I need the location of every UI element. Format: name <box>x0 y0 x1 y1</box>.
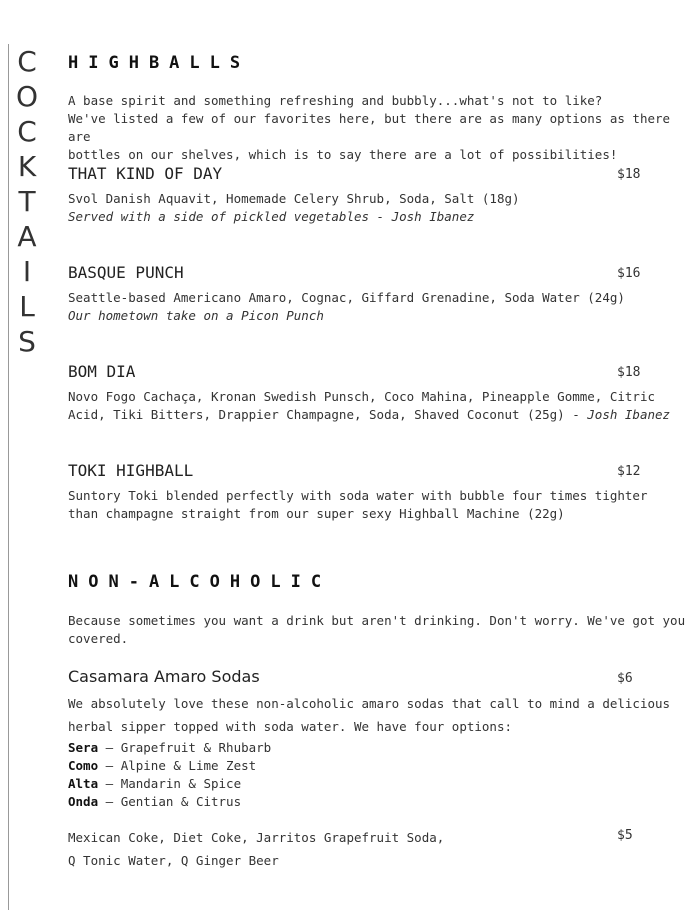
side-title-letter: C <box>17 115 37 148</box>
intro-line: We've listed a few of our favorites here, but there are as many options as there are <box>68 111 671 144</box>
item-description <box>68 487 696 523</box>
side-title-letter: K <box>17 150 37 183</box>
soda-option-name: Alta <box>68 776 99 791</box>
side-title-cocktails <box>10 44 44 359</box>
soda-option <box>68 757 271 775</box>
soda-option <box>68 739 271 757</box>
soda-option-name: Onda <box>68 794 99 809</box>
side-title-letter: A <box>17 220 37 253</box>
item-name-casamara-amaro-sodas: Casamara Amaro Sodas <box>68 667 260 686</box>
section-title-highballs: HIGHBALLS <box>68 53 251 73</box>
item-price: $5 <box>617 828 633 843</box>
item-name-toki-highball: TOKI HIGHBALL <box>68 461 194 480</box>
soda-option-desc: – Alpine & Lime Zest <box>105 758 257 773</box>
non-alcoholic-intro <box>68 612 685 648</box>
item-description <box>68 289 696 325</box>
description-line: Mexican Coke, Diet Coke, Jarritos Grapefruit Soda, <box>68 830 445 845</box>
description-line: Suntory Toki blended perfectly with soda water with bubble four times tighter <box>68 488 648 503</box>
item-name-bom-dia: BOM DIA <box>68 362 136 381</box>
intro-line: A base spirit and something refreshing and bubbly...what's not to like? <box>68 93 603 108</box>
item-price: $18 <box>617 365 641 380</box>
side-title-letter: I <box>22 255 32 288</box>
soda-option-list <box>68 739 271 811</box>
item-name-that-kind-of-day: THAT KIND OF DAY <box>68 164 223 183</box>
item-description <box>68 388 696 424</box>
soda-option-name: Como <box>68 758 99 773</box>
side-title-letter: L <box>19 290 35 323</box>
description-line: herbal sipper topped with soda water. We have four options: <box>68 719 513 734</box>
side-title-letter: T <box>18 185 36 218</box>
description-line: Acid, Tiki Bitters, Drappier Champagne, Soda, Shaved Coconut (25g) - <box>68 407 580 422</box>
item-description <box>68 190 696 226</box>
item-price: $18 <box>617 167 641 182</box>
soda-option-desc: – Grapefruit & Rhubarb <box>105 740 272 755</box>
item-note: Served with a side of pickled vegetables - Josh Ibanez <box>68 209 475 224</box>
intro-line: bottles on our shelves, which is to say there are a lot of possibilities! <box>68 147 618 162</box>
description-line: Novo Fogo Cachaça, Kronan Swedish Punsch, Coco Mahina, Pineapple Gomme, Citric <box>68 389 655 404</box>
description-line: Seattle-based Americano Amaro, Cognac, Giffard Grenadine, Soda Water (24g) <box>68 290 625 305</box>
description-line: We absolutely love these non-alcoholic amaro sodas that call to mind a delicious <box>68 696 671 711</box>
item-price: $16 <box>617 266 641 281</box>
soda-option-name: Sera <box>68 740 99 755</box>
description-line: Q Tonic Water, Q Ginger Beer <box>68 853 279 868</box>
soda-option <box>68 775 271 793</box>
side-title-letter: C <box>17 45 37 78</box>
item-description <box>68 692 696 738</box>
description-line: Svol Danish Aquavit, Homemade Celery Shrub, Soda, Salt (18g) <box>68 191 520 206</box>
side-title-letter: S <box>18 325 36 358</box>
description-line: than champagne straight from our super sexy Highball Machine (22g) <box>68 506 565 521</box>
intro-line: covered. <box>68 631 129 646</box>
intro-line: Because sometimes you want a drink but aren't drinking. Don't worry. We've got you <box>68 613 686 628</box>
item-price: $6 <box>617 671 633 686</box>
soda-option-desc: – Gentian & Citrus <box>105 794 242 809</box>
section-title-non-alcoholic: NON-ALCOHOLIC <box>68 572 332 592</box>
other-sodas-description <box>68 826 696 872</box>
item-price: $12 <box>617 464 641 479</box>
item-note: Our hometown take on a Picon Punch <box>68 308 324 323</box>
soda-option-desc: – Mandarin & Spice <box>105 776 242 791</box>
side-title-letter: O <box>15 80 39 113</box>
highballs-intro <box>68 92 700 164</box>
soda-option <box>68 793 271 811</box>
item-name-basque-punch: BASQUE PUNCH <box>68 263 184 282</box>
side-rule <box>8 44 9 910</box>
item-credit: Josh Ibanez <box>587 407 671 422</box>
